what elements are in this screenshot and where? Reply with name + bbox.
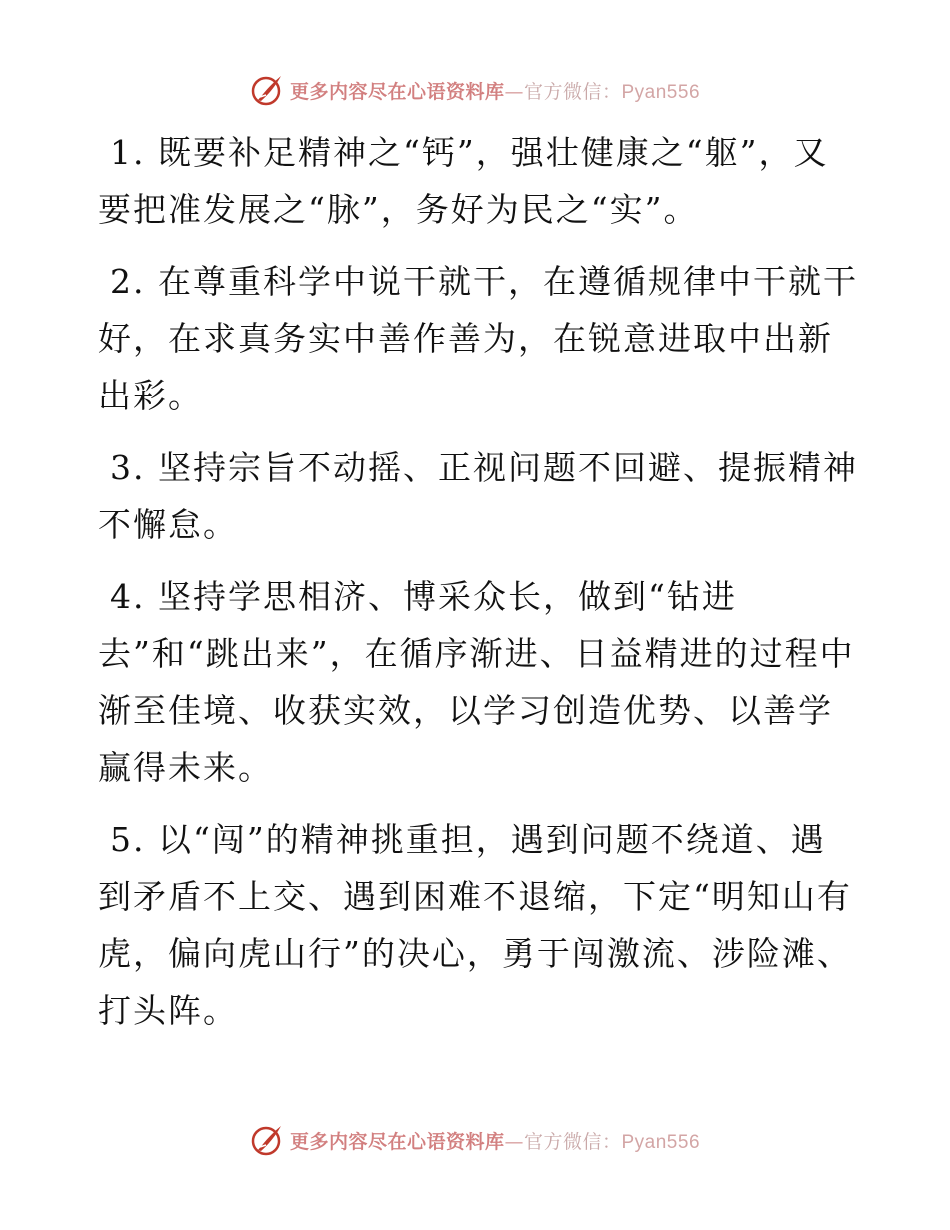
quill-logo-icon	[250, 1123, 284, 1157]
banner-text	[290, 77, 700, 104]
list-item: 4. 坚持学思相济、博采众长，做到“钻进去”和“跳出来”，在循序渐进、日益精进的过程中渐至佳境、收获实效，以学习创造优势、以善学赢得未来。	[98, 577, 855, 787]
banner-label: 官方微信：	[523, 80, 622, 103]
banner-main-text: 更多内容尽在心语资料库	[289, 80, 505, 103]
banner-dash: —	[504, 1130, 524, 1153]
list-item: 5. 以“闯”的精神挑重担，遇到问题不绕道、遇到矛盾不上交、遇到困难不退缩，下定“明知山有虎，偏向虎山行”的决心，勇于闯激流、涉险滩、打头阵。	[98, 820, 852, 1030]
banner-main-text: 更多内容尽在心语资料库	[289, 1130, 505, 1153]
banner-label: 官方微信：	[523, 1130, 622, 1153]
banner-dash: —	[504, 80, 524, 103]
banner-wechat-id: Pyan556	[621, 81, 701, 103]
list-item: 1. 既要补足精神之“钙”，强壮健康之“躯”，又要把准发展之“脉”，务好为民之“实”。	[98, 133, 829, 229]
quill-logo-icon	[250, 73, 284, 107]
list-item: 3. 坚持宗旨不动摇、正视问题不回避、提振精神不懈怠。	[98, 448, 858, 544]
numbered-list	[98, 124, 858, 1054]
header-banner	[0, 70, 950, 110]
list-item: 2. 在尊重科学中说干就干，在遵循规律中干就干好，在求真务实中善作善为，在锐意进取中出新出彩。	[98, 262, 858, 415]
banner-text	[290, 1127, 700, 1154]
footer-banner	[0, 1120, 950, 1160]
banner-wechat-id: Pyan556	[621, 1131, 701, 1153]
